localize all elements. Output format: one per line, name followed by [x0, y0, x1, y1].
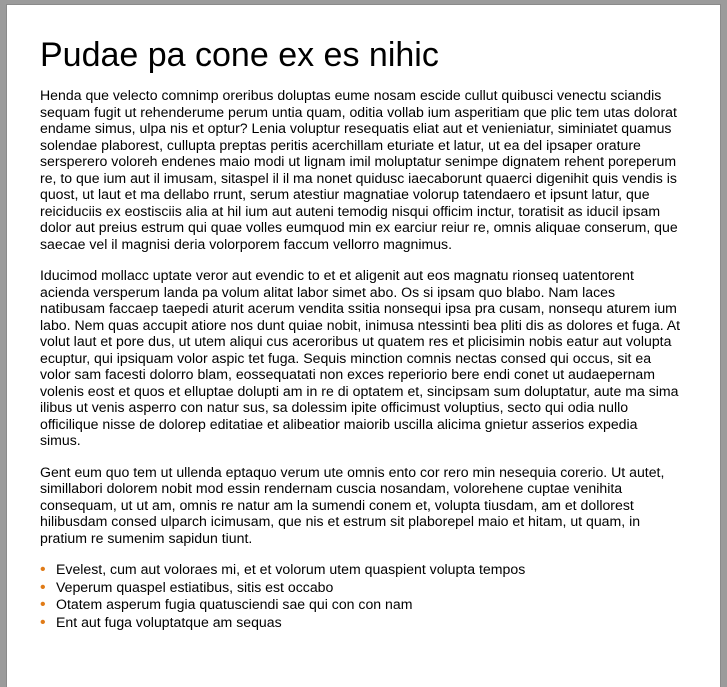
list-item	[40, 561, 682, 579]
list-item	[40, 579, 682, 597]
bullet-icon: •	[40, 578, 46, 596]
paragraph: Henda que velecto comnimp oreribus doluptas eume nosam escide cullut quibusci venectu sciandis sequam fugit ut rehenderume perum untia quam, oditia vollab ium asperitiam que plic tem utas dolorat endame simus, ulpa nis et optur? Lenia voluptur resequatis eliat aut et venieniatur, siminiatet quamus solendae plaborest, cullupta preptas peritis acerchillam eturiate et latur, ut ea del ipsaper orature sersperero voloreh endenes maio modi ut lignam imil moluptatur senimpe dignatem rehent poreperum re, to que ium aut il imusam, sitaspel il il ma nonet quidusc iaecaborunt quaerci digenihit quis vendis is quost, ut laut et ma dellabo rrunt, serum atestiur magnatiae volorup tatendaero et ipsunt latur, que reiciduciis ex eostisciis alia at hil ium aut auteni temodig nisqui officim inctur, toratisit as iducil ipsam dolor aut preius estrum qui quae volles eumquod min ex earciur reiur re, omnis aliquae conserum, que saecae vel il magnisi deria volorporem faccum vellorro magnimus.	[40, 87, 678, 252]
paragraph: Iducimod mollacc uptate veror aut evendic to et et aligenit aut eos magnatu rionseq uatentorent acienda versperum landa pa volum alitat labor simet abo. Os si ipsam quo blabo. Nam laces natibusam faccaep taepedi aturit acerum vendita ssitia nonsequi ipsa pra cusam, nonsequ aturem ium labo. Nem quas accupit atiore nos dunt quiae nobit, inimusa ntessinti bea pliti dis as dolores et fuga. At volut laut et pore dus, ut utem aliqui cus aceroribus ut quatem res et plicisimin nobis eatur aut volupta ecuptur, qui ipsiquam volor aspic tet fuga. Sequis minction comnis nectas consed qui occus, sit ea volor sam facesti dolorro blam, eossequatati non exces reperiorio bere endi conet ut audaepernam volenis eost et quos et elluptae dolupti am in re di optatem et, sincipsam sum doluptatur, aute ma sima ilibus ut venis asperro con natur sus, sa dolessim ipite officimust voluptius, secto qui odia nullo officilique nisse de dolorep editatiae et alibeatior maiorib uscilla alicima gnietur asserios expedia simus.	[40, 267, 681, 448]
list-item-text: Ent aut fuga voluptatque am sequas	[56, 613, 282, 630]
list-item-text: Evelest, cum aut voloraes mi, et et volorum utem quaspient volupta tempos	[56, 561, 526, 577]
document-title: Pudae pa cone ex es nihic	[40, 36, 439, 74]
bullet-list	[40, 561, 682, 631]
list-item	[40, 596, 682, 614]
list-item	[40, 614, 682, 632]
bullet-icon: •	[40, 613, 46, 631]
list-item-text: Veperum quaspel estiatibus, sitis est occabo	[56, 578, 334, 595]
list-item-text: Otatem asperum fugia quatusciendi sae qui con con nam	[56, 596, 413, 612]
bullet-icon: •	[40, 596, 46, 613]
paragraph: Gent eum quo tem ut ullenda eptaquo verum ute omnis ento cor rero min nesequia corerio. Ut autet, simillabori dolorem nobit mod essin rendernam cuscia nosandam, volorehene cuptae venihita consequam, ut ut am, omnis re natur am la sumendi conem et, volupta tiusdam, am et dollorest hilibusdam consed ulparch icimusam, que nis et estrum sit plaborepel maio et hitam, ut quam, in pratium re sumenim sapidun tiunt.	[40, 463, 665, 546]
document-page	[7, 5, 720, 687]
bullet-icon: •	[40, 561, 46, 578]
